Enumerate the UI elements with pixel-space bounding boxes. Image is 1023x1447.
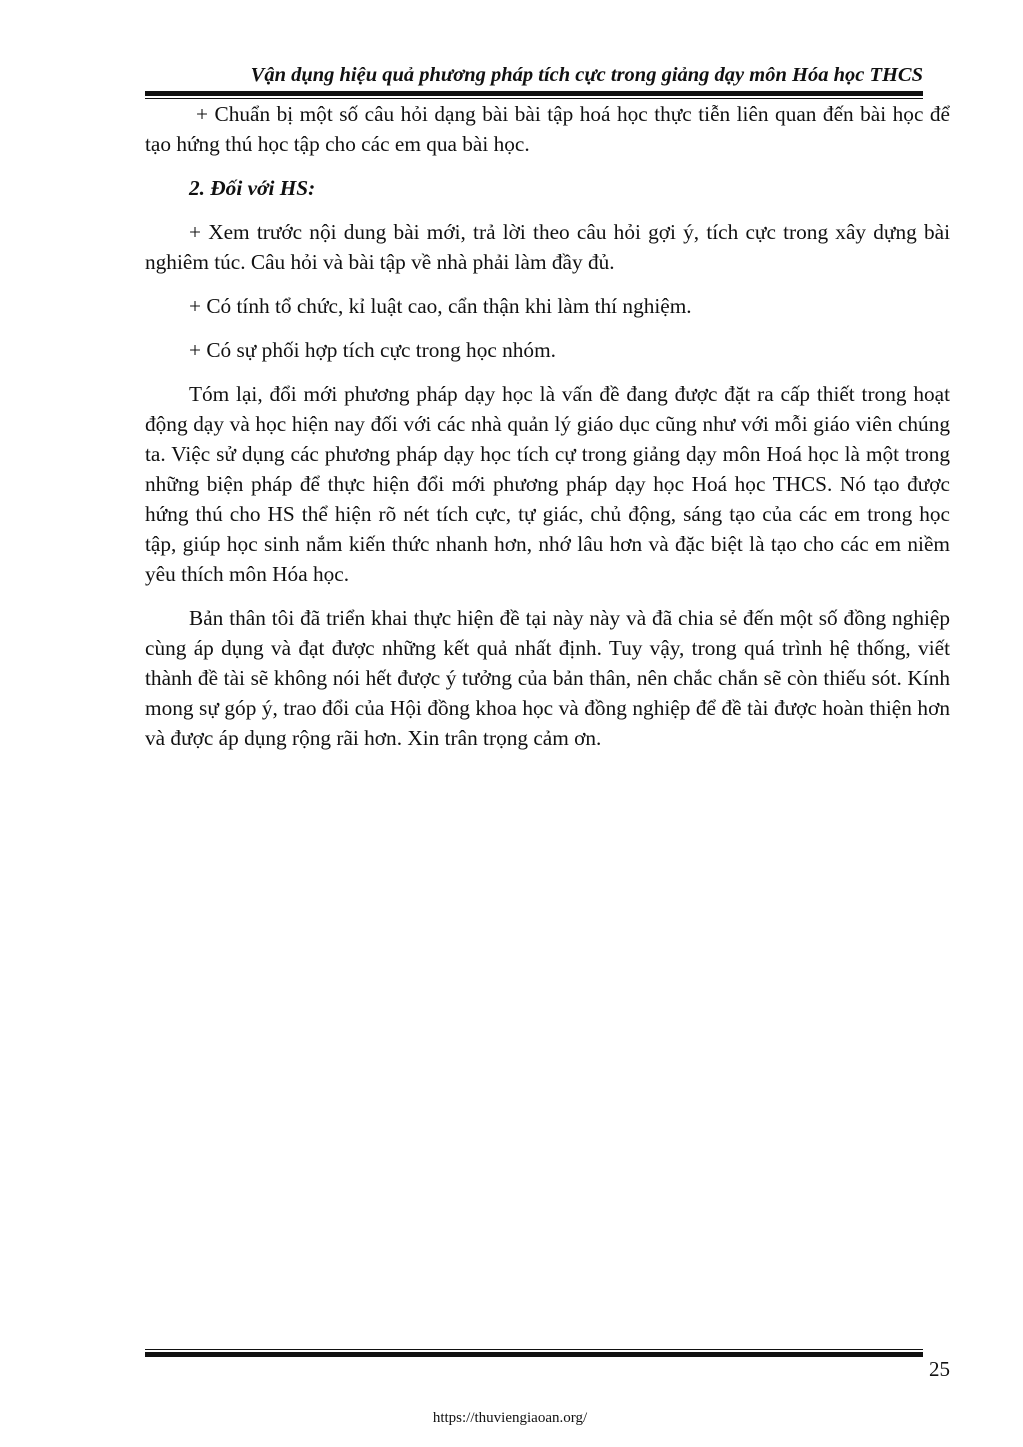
- footer-rule-thick: [145, 1352, 923, 1357]
- section-heading-students: 2. Đối với HS:: [189, 176, 316, 200]
- page-header-title: Vận dụng hiệu quả phương pháp tích cực trong giảng dạy môn Hóa học THCS: [250, 64, 923, 86]
- footer-rule-thin: [145, 1349, 923, 1350]
- header-rule-thick: [145, 91, 923, 96]
- page-number: 25: [929, 1357, 950, 1381]
- paragraph-group-work: + Có sự phối hợp tích cực trong học nhóm.: [189, 338, 556, 362]
- paragraph-preview-lesson: + Xem trước nội dung bài mới, trả lời theo câu hỏi gợi ý, tích cực trong xây dựng bài nghiêm túc. Câu hỏi và bài tập về nhà phải làm đầy đủ.: [145, 220, 950, 274]
- paragraph-prepare-questions: + Chuẩn bị một số câu hỏi dạng bài bài tập hoá học thực tiễn liên quan đến bài học để tạo hứng thú học tập cho các em qua bài học.: [145, 102, 950, 156]
- footer-url-link[interactable]: https://thuviengiaoan.org/: [432, 1410, 588, 1426]
- paragraph-discipline: + Có tính tổ chức, kỉ luật cao, cẩn thận khi làm thí nghiệm.: [189, 294, 692, 318]
- paragraph-closing: Bản thân tôi đã triển khai thực hiện đề tại này này và đã chia sẻ đến một số đồng nghiệp cùng áp dụng và đạt được những kết quả nhất định. Tuy vậy, trong quá trình hệ thống, viết thành đề tài sẽ không nói hết được ý tưởng của bản thân, nên chắc chắn sẽ còn thiếu sót. Kính mong sự góp ý, trao đổi của Hội đồng khoa học và đồng nghiệp để đề tài được hoàn thiện hơn và được áp dụng rộng rãi hơn. Xin trân trọng cảm ơn.: [145, 606, 950, 750]
- paragraph-summary: Tóm lại, đổi mới phương pháp dạy học là vấn đề đang được đặt ra cấp thiết trong hoạt động dạy và học hiện nay đối với các nhà quản lý giáo dục cũng như với mỗi giáo viên chúng ta. Việc sử dụng các phương pháp dạy học tích cự trong giảng dạy môn Hoá học là một trong những biện pháp để thực hiện đổi mới phương pháp dạy học Hoá học THCS. Nó tạo được hứng thú cho HS thể hiện rõ nét tích cực, tự giác, chủ động, sáng tạo của các em trong học tập, giúp học sinh nắm kiến thức nhanh hơn, nhớ lâu hơn và đặc biệt là tạo cho các em niềm yêu thích môn Hóa học.: [145, 382, 950, 586]
- document-body: [145, 99, 950, 767]
